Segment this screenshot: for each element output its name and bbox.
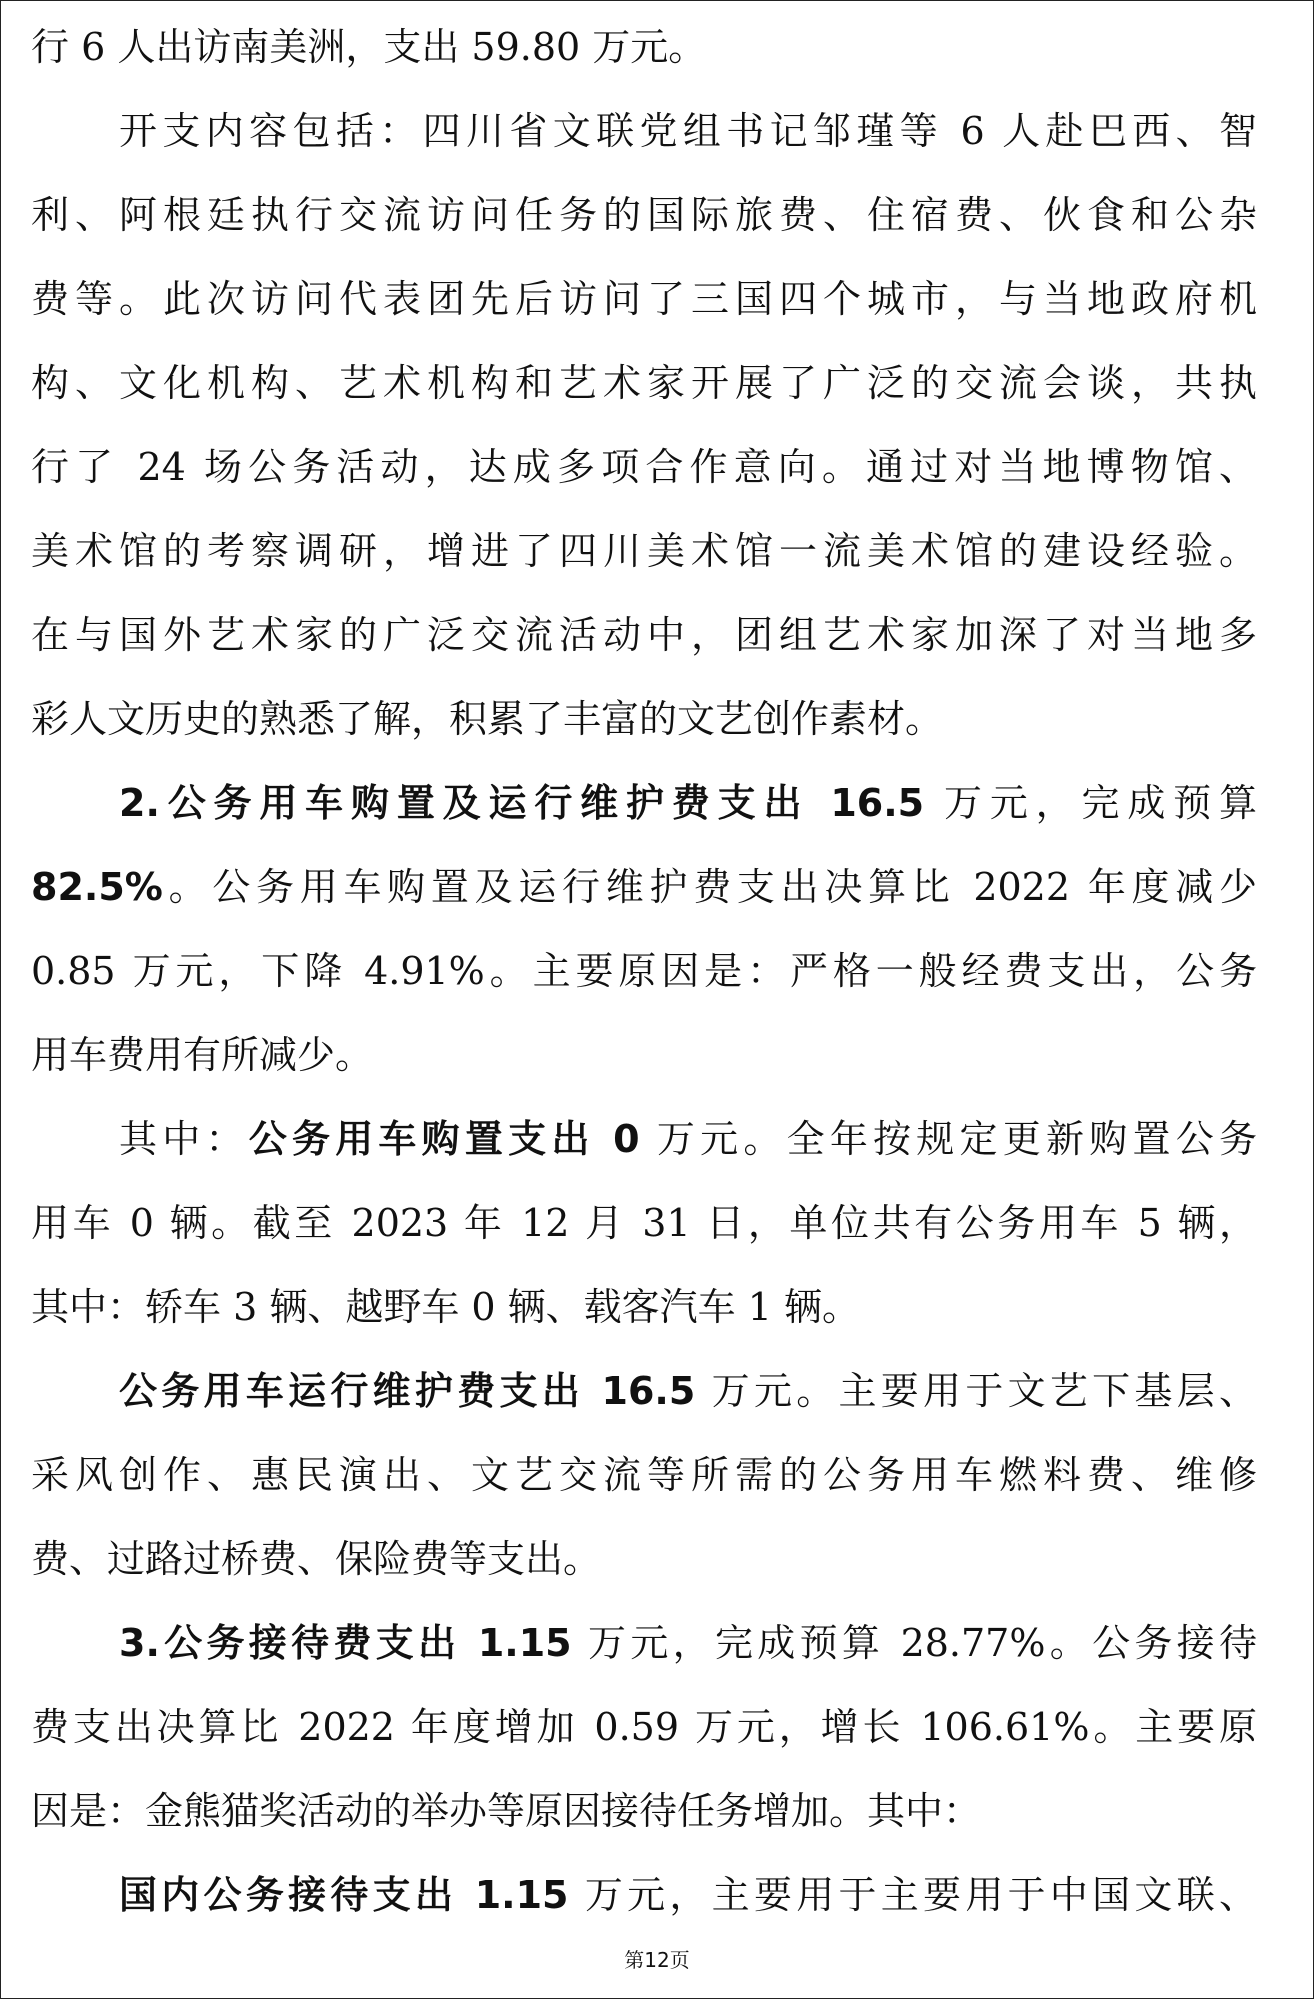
bold-run: 公务用车运行维护费支出 16.5: [119, 1369, 696, 1413]
text-line-11: 82.5%。公务用车购置及运行维护费支出决算比 2022 年度减少: [31, 865, 1257, 909]
text-line-1: 行 6 人出访南美洲，支出 59.80 万元。: [31, 25, 707, 69]
text-line-3: 利、阿根廷执行交流访问任务的国际旅费、住宿费、伙食和公杂: [31, 193, 1257, 237]
text-line-19: 费、过路过桥费、保险费等支出。: [31, 1537, 602, 1581]
text-line-2: 开支内容包括：四川省文联党组书记邹瑾等 6 人赴巴西、智: [119, 109, 1257, 153]
bold-run: 2.公务用车购置及运行维护费支出 16.5: [119, 781, 925, 825]
text-line-4: 费等。此次访问代表团先后访问了三国四个城市，与当地政府机: [31, 277, 1257, 321]
bold-run: 国内公务接待支出 1.15: [119, 1873, 569, 1917]
text-line-6: 行了 24 场公务活动，达成多项合作意向。通过对当地博物馆、: [31, 445, 1257, 489]
bold-run: 82.5%: [31, 865, 163, 909]
section-heading-vehicle: 2.公务用车购置及运行维护费支出 16.5 万元，完成预算: [119, 781, 1257, 825]
bold-run: 3.公务接待费支出 1.15: [119, 1621, 572, 1665]
text-line-9: 彩人文历史的熟悉了解，积累了丰富的文艺创作素材。: [31, 697, 944, 741]
text-line-12: 0.85 万元，下降 4.91%。主要原因是：严格一般经费支出，公务: [31, 949, 1257, 993]
document-body: [31, 5, 1257, 1937]
text-line-21: 费支出决算比 2022 年度增加 0.59 万元，增长 106.61%。主要原: [31, 1705, 1257, 1749]
text-line-23: 国内公务接待支出 1.15 万元，主要用于主要用于中国文联、: [119, 1873, 1257, 1917]
text-line-17: 公务用车运行维护费支出 16.5 万元。主要用于文艺下基层、: [119, 1369, 1257, 1413]
section-heading-reception: 3.公务接待费支出 1.15 万元，完成预算 28.77%。公务接待: [119, 1621, 1257, 1665]
text-line-8: 在与国外艺术家的广泛交流活动中，团组艺术家加深了对当地多: [31, 613, 1257, 657]
page-number: 第12页: [624, 1948, 690, 1972]
text-line-15: 用车 0 辆。截至 2023 年 12 月 31 日，单位共有公务用车 5 辆，: [31, 1201, 1257, 1245]
text-line-22: 因是：金熊猫奖活动的举办等原因接待任务增加。其中：: [31, 1789, 982, 1833]
text-line-13: 用车费用有所减少。: [31, 1033, 374, 1077]
text-line-7: 美术馆的考察调研，增进了四川美术馆一流美术馆的建设经验。: [31, 529, 1257, 573]
text-line-5: 构、文化机构、艺术机构和艺术家开展了广泛的交流会谈，共执: [31, 361, 1257, 405]
bold-run: 公务用车购置支出 0: [248, 1117, 640, 1161]
text-line-14: 其中：公务用车购置支出 0 万元。全年按规定更新购置公务: [119, 1117, 1257, 1161]
text-line-16: 其中：轿车 3 辆、越野车 0 辆、载客汽车 1 辆。: [31, 1285, 861, 1329]
text-line-18: 采风创作、惠民演出、文艺交流等所需的公务用车燃料费、维修: [31, 1453, 1257, 1497]
